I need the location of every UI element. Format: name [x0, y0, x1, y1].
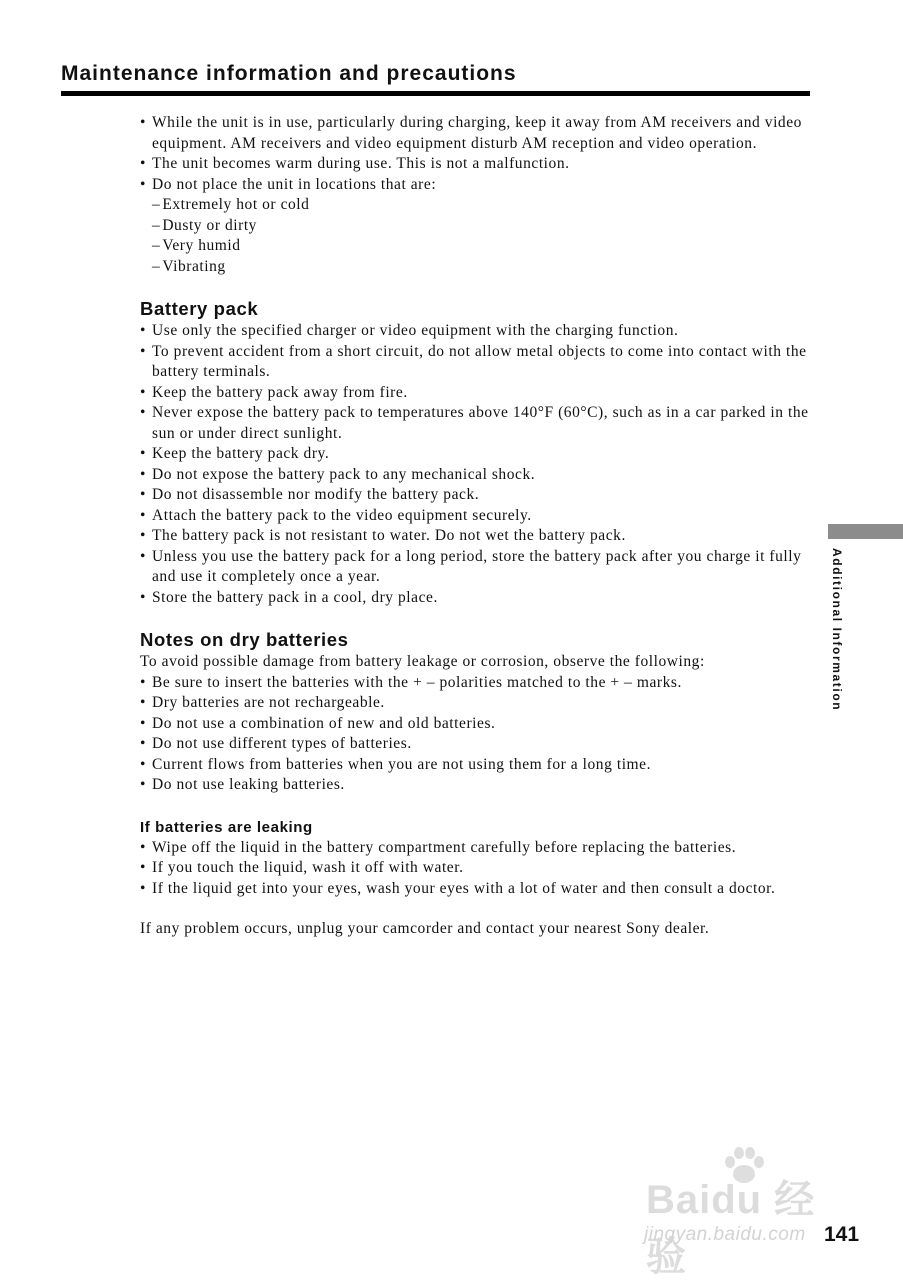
battery-pack-list — [140, 321, 820, 608]
page-number: 141 — [824, 1223, 860, 1246]
list-item: • Wipe off the liquid in the battery compartment carefully before replacing the batteries. — [140, 838, 820, 859]
location-item — [140, 236, 820, 257]
location-item — [140, 216, 820, 237]
list-item: • Dry batteries are not rechargeable. — [140, 693, 820, 714]
dash-marker: – — [152, 196, 161, 213]
watermark — [640, 1140, 845, 1279]
location-text: Dusty or dirty — [162, 216, 257, 234]
list-item: • Do not use leaking batteries. — [140, 775, 820, 796]
list-item: • Unless you use the battery pack for a long period, store the battery pack after you charge it fully and use it completely once a year. — [140, 547, 820, 588]
list-item: • Store the battery pack in a cool, dry place. — [140, 588, 820, 609]
dry-batteries-intro: To avoid possible damage from battery leakage or corrosion, observe the following: — [140, 653, 705, 670]
location-text: Extremely hot or cold — [162, 196, 310, 213]
list-item: • Be sure to insert the batteries with the + – polarities matched to the + – marks. — [140, 673, 820, 694]
list-item: • Never expose the battery pack to temperatures above 140°F (60°C), such as in a car parked in the sun or under direct sunlight. — [140, 403, 820, 444]
title-rule — [61, 91, 810, 96]
location-text: Vibrating — [162, 257, 226, 275]
list-item: • The unit becomes warm during use. This is not a malfunction. — [140, 154, 820, 175]
list-item: • Keep the battery pack away from fire. — [140, 383, 820, 404]
watermark-url: jingyan.baidu.com — [644, 1224, 806, 1245]
list-item: • Use only the specified charger or video equipment with the charging function. — [140, 321, 820, 342]
list-item: • Do not disassemble nor modify the battery pack. — [140, 485, 820, 506]
list-item: • To prevent accident from a short circuit, do not allow metal objects to come into contact with the battery terminals. — [140, 342, 820, 383]
list-item: • If you touch the liquid, wash it off with water. — [140, 858, 820, 879]
page-title: Maintenance information and precautions — [61, 62, 517, 85]
location-item — [140, 195, 820, 216]
location-text: Very humid — [162, 237, 241, 254]
dash-marker: – — [152, 216, 161, 234]
dash-marker: – — [152, 237, 161, 254]
list-item: • Do not use a combination of new and old batteries. — [140, 714, 820, 735]
list-item: • Do not expose the battery pack to any mechanical shock. — [140, 465, 820, 486]
dry-batteries-list — [140, 673, 820, 796]
leaking-heading: If batteries are leaking — [140, 818, 313, 836]
list-item: • The battery pack is not resistant to water. Do not wet the battery pack. — [140, 526, 820, 547]
section-tab-marker — [828, 524, 903, 539]
main-content — [140, 113, 820, 940]
leaking-list — [140, 838, 820, 900]
closing-note: If any problem occurs, unplug your camcorder and contact your nearest Sony dealer. — [140, 920, 710, 937]
list-item: • Attach the battery pack to the video equipment securely. — [140, 506, 820, 527]
battery-pack-heading: Battery pack — [140, 298, 259, 319]
list-item: • If the liquid get into your eyes, wash your eyes with a lot of water and then consult a doctor. — [140, 879, 820, 900]
list-item: • Do not use different types of batteries. — [140, 734, 820, 755]
intro-list — [140, 113, 820, 277]
list-item: • Current flows from batteries when you are not using them for a long time. — [140, 755, 820, 776]
dry-batteries-heading: Notes on dry batteries — [140, 629, 349, 650]
list-item: • Keep the battery pack dry. — [140, 444, 820, 465]
watermark-logo: Baidu 经验 — [646, 1178, 816, 1279]
location-item — [140, 257, 820, 278]
section-side-label: Additional Information — [830, 548, 844, 712]
list-item: • Do not place the unit in locations that are: — [140, 175, 820, 196]
dash-marker: – — [152, 257, 161, 275]
list-item: • While the unit is in use, particularly during charging, keep it away from AM receivers and video equipment. AM receivers and video equipment disturb AM reception and video operation. — [140, 113, 820, 154]
